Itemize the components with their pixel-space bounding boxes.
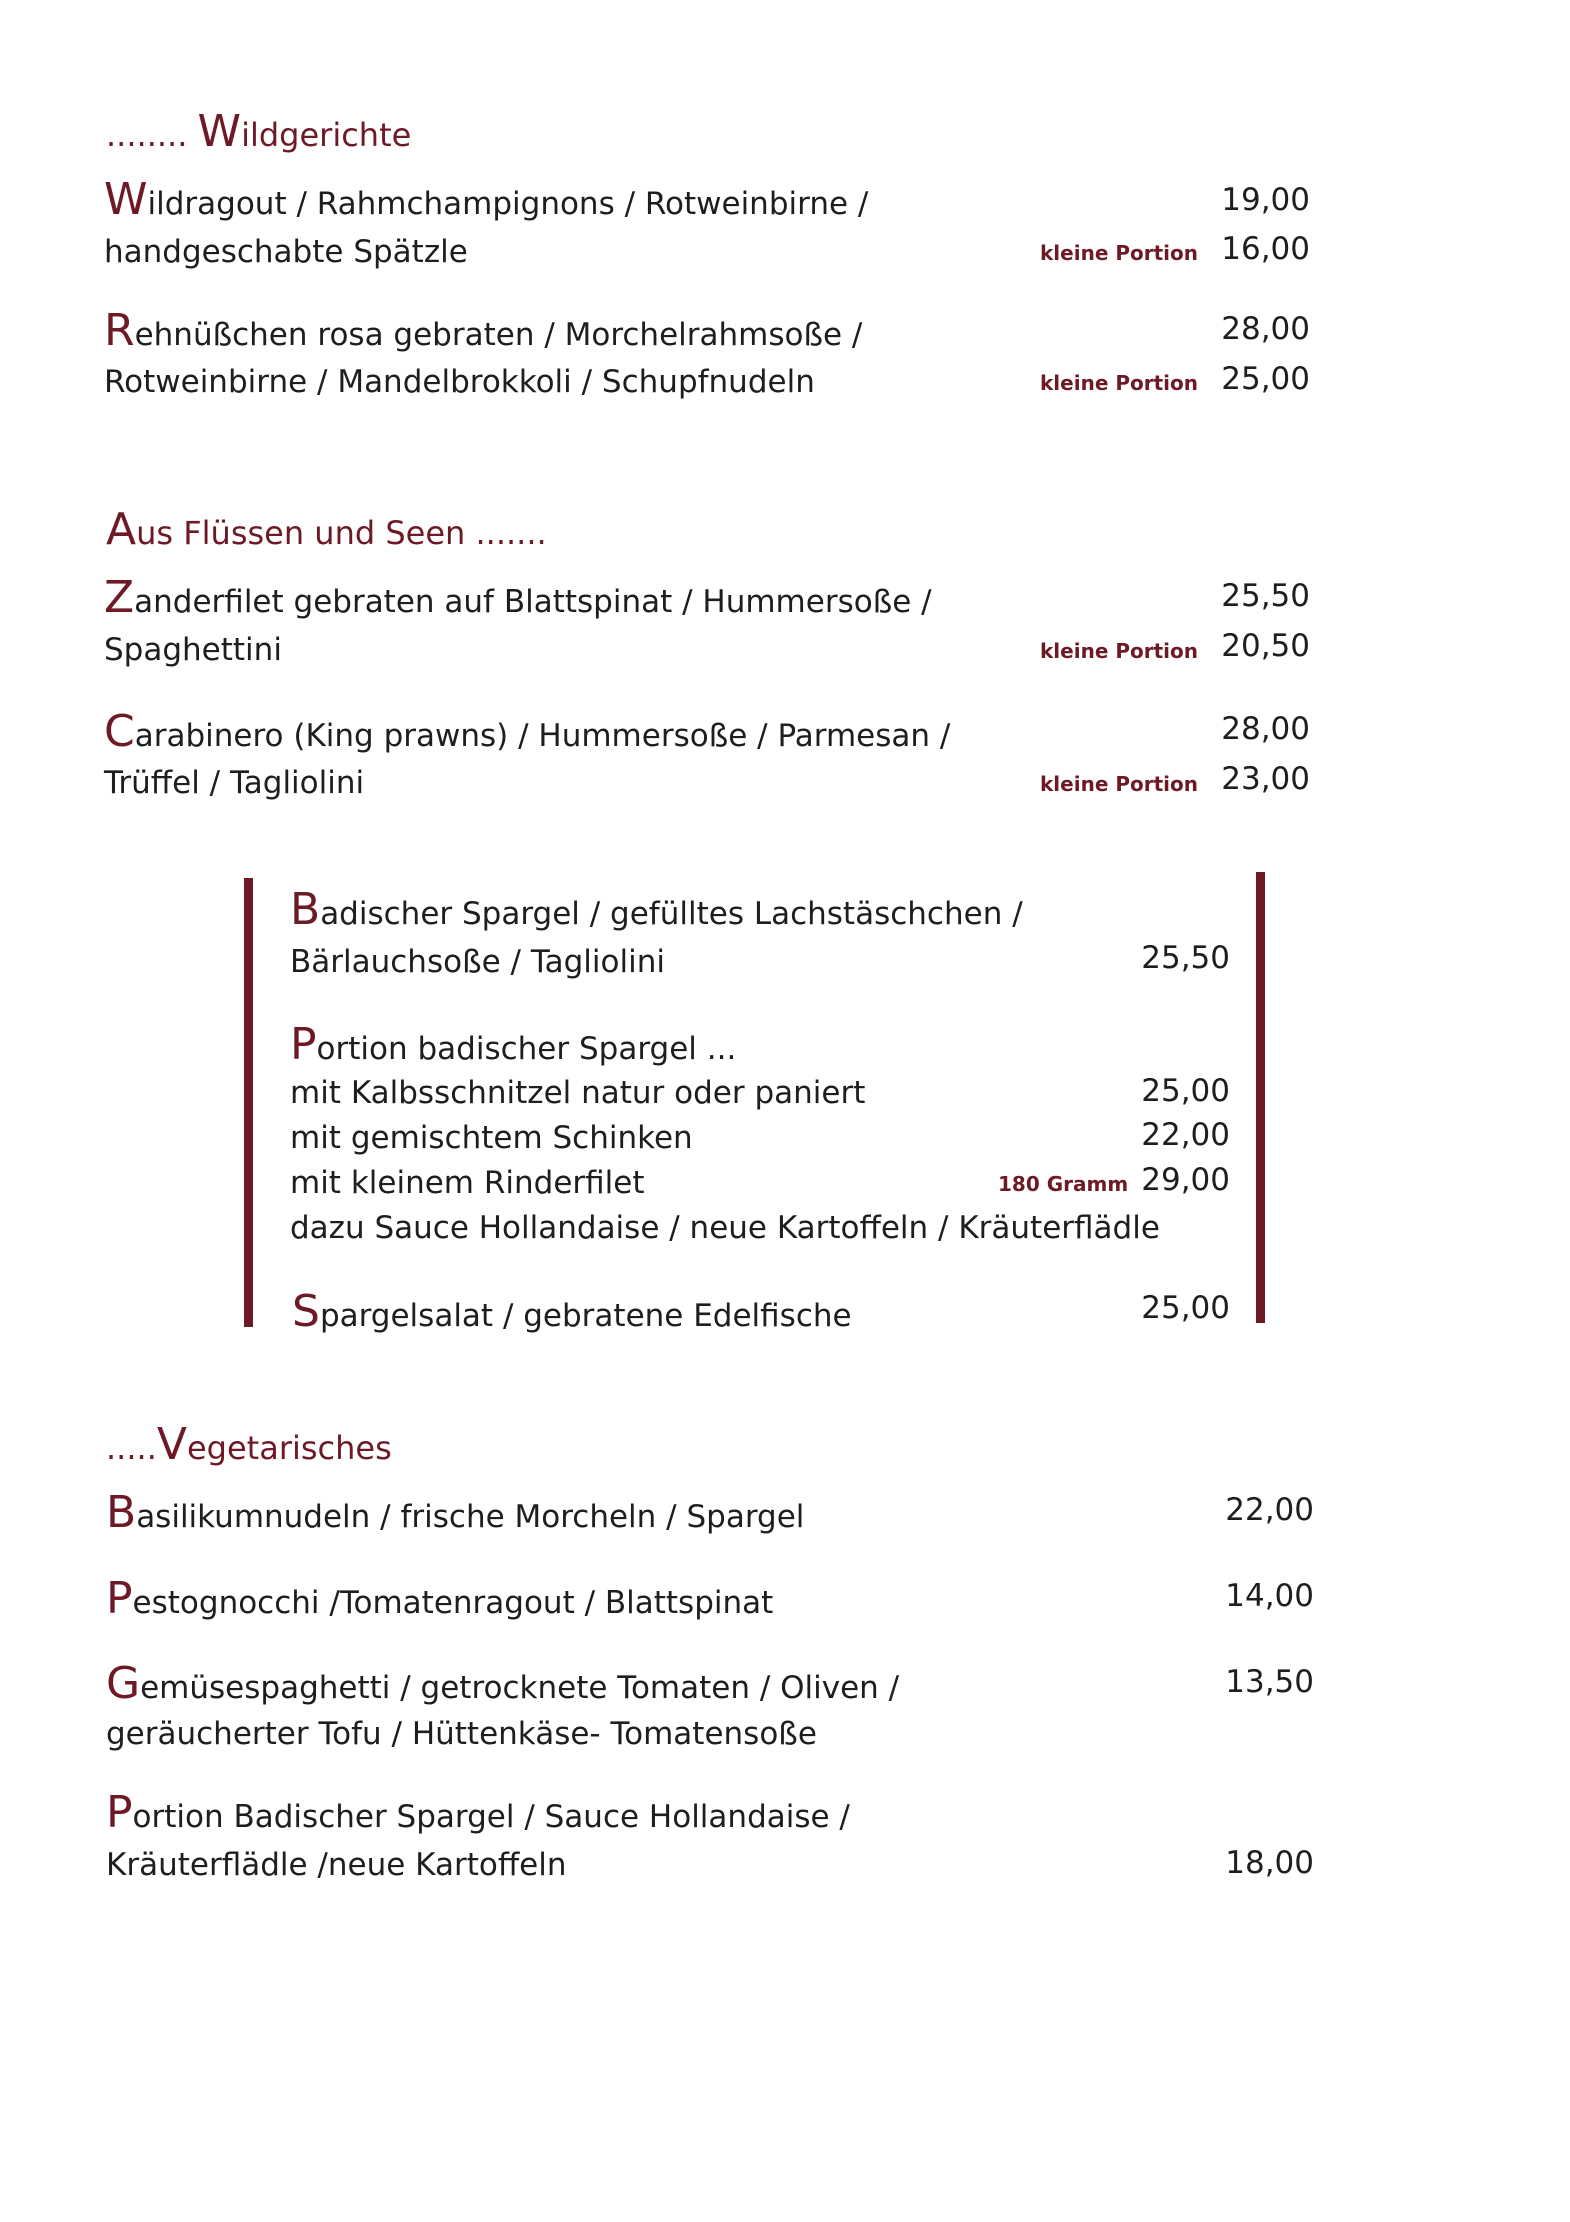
option-price: 29,00 bbox=[1141, 1162, 1230, 1198]
heading-dots: ........ bbox=[106, 116, 188, 154]
small-portion-label: kleine Portion bbox=[1040, 371, 1198, 395]
item-text: ortion badischer Spargel ... bbox=[316, 1031, 737, 1067]
option-label: mit kleinem Rinderfilet bbox=[290, 1165, 645, 1201]
small-portion-price: 25,00 bbox=[1221, 361, 1310, 397]
item-price: 19,00 bbox=[1221, 182, 1310, 218]
item-line-1 bbox=[104, 572, 932, 623]
section-heading-fish bbox=[106, 504, 547, 555]
item-line-1 bbox=[104, 305, 863, 356]
item-price: 13,50 bbox=[1225, 1664, 1314, 1700]
item-line-2: Trüffel / Tagliolini bbox=[104, 765, 365, 801]
item-line-2: geräucherter Tofu / Hüttenkäse- Tomatensoße bbox=[106, 1716, 817, 1752]
item-text: adischer Spargel / gefülltes Lachstäschchen / bbox=[320, 896, 1023, 932]
item-line-1 bbox=[290, 884, 1023, 935]
item-text: ehnüßchen rosa gebraten / Morchelrahmsoße / bbox=[134, 317, 863, 353]
item-line-1 bbox=[106, 1573, 774, 1624]
heading-initial: A bbox=[106, 504, 137, 555]
item-initial: P bbox=[106, 1573, 133, 1624]
heading-dots: ....... bbox=[475, 514, 547, 552]
item-price: 28,00 bbox=[1221, 711, 1310, 747]
item-initial: B bbox=[106, 1487, 137, 1538]
item-text: ildragout / Rahmchampignons / Rotweinbirne / bbox=[147, 186, 869, 222]
item-text: ortion Badischer Spargel / Sauce Hollandaise / bbox=[132, 1799, 850, 1835]
item-text: estognocchi /Tomatenragout / Blattspinat bbox=[132, 1585, 774, 1621]
item-line-1 bbox=[106, 1487, 805, 1538]
option-price: 22,00 bbox=[1141, 1117, 1230, 1153]
heading-initial: V bbox=[156, 1419, 187, 1470]
option-label: mit Kalbsschnitzel natur oder paniert bbox=[290, 1075, 866, 1111]
heading-text: us Flüssen und Seen bbox=[136, 514, 466, 552]
item-line-2: Rotweinbirne / Mandelbrokkoli / Schupfnudeln bbox=[104, 364, 815, 400]
option-note: 180 Gramm bbox=[998, 1172, 1129, 1196]
item-line-1 bbox=[104, 706, 951, 757]
item-initial: P bbox=[106, 1787, 133, 1838]
item-price: 25,50 bbox=[1141, 940, 1230, 976]
item-line-1 bbox=[292, 1286, 852, 1337]
item-line-2: Bärlauchsoße / Tagliolini bbox=[290, 944, 665, 980]
item-initial: R bbox=[104, 305, 135, 356]
item-initial: G bbox=[106, 1658, 141, 1709]
heading-text: ildgerichte bbox=[241, 116, 412, 154]
section-heading-veg bbox=[106, 1419, 392, 1470]
option-price: 25,00 bbox=[1141, 1073, 1230, 1109]
item-title bbox=[290, 1019, 737, 1070]
item-price: 28,00 bbox=[1221, 311, 1310, 347]
option-label: mit gemischtem Schinken bbox=[290, 1120, 693, 1156]
item-line-2: Kräuterflädle /neue Kartoffeln bbox=[106, 1847, 567, 1883]
box-left-bar bbox=[244, 878, 253, 1327]
item-price: 25,00 bbox=[1141, 1290, 1230, 1326]
small-portion-label: kleine Portion bbox=[1040, 241, 1198, 265]
box-right-bar bbox=[1256, 872, 1265, 1323]
small-portion-price: 16,00 bbox=[1221, 231, 1310, 267]
item-line-1 bbox=[104, 174, 869, 225]
item-text: arabinero (King prawns) / Hummersoße / Parmesan / bbox=[134, 718, 951, 754]
item-line-1 bbox=[106, 1658, 900, 1709]
item-price: 14,00 bbox=[1225, 1578, 1314, 1614]
heading-initial: W bbox=[197, 106, 242, 157]
item-line-2: Spaghettini bbox=[104, 632, 282, 668]
heading-dots: ..... bbox=[106, 1429, 157, 1467]
item-text: anderfilet gebraten auf Blattspinat / Hummersoße / bbox=[134, 584, 932, 620]
small-portion-label: kleine Portion bbox=[1040, 639, 1198, 663]
heading-text: egetarisches bbox=[186, 1429, 392, 1467]
item-line-1 bbox=[106, 1787, 850, 1838]
item-initial: P bbox=[290, 1019, 317, 1070]
item-price: 25,50 bbox=[1221, 578, 1310, 614]
small-portion-price: 23,00 bbox=[1221, 761, 1310, 797]
item-initial: C bbox=[104, 706, 135, 757]
item-footer: dazu Sauce Hollandaise / neue Kartoffeln / Kräuterflädle bbox=[290, 1210, 1160, 1246]
item-initial: W bbox=[104, 174, 148, 225]
item-price: 18,00 bbox=[1225, 1845, 1314, 1881]
item-initial: S bbox=[292, 1286, 320, 1337]
item-text: asilikumnudeln / frische Morcheln / Spargel bbox=[136, 1499, 805, 1535]
item-initial: Z bbox=[104, 572, 135, 623]
item-text: pargelsalat / gebratene Edelfische bbox=[319, 1298, 852, 1334]
small-portion-label: kleine Portion bbox=[1040, 772, 1198, 796]
item-initial: B bbox=[290, 884, 321, 935]
item-price: 22,00 bbox=[1225, 1492, 1314, 1528]
section-heading-wild bbox=[106, 106, 412, 157]
small-portion-price: 20,50 bbox=[1221, 628, 1310, 664]
item-line-2: handgeschabte Spätzle bbox=[104, 234, 468, 270]
item-text: emüsespaghetti / getrocknete Tomaten / Oliven / bbox=[140, 1670, 900, 1706]
